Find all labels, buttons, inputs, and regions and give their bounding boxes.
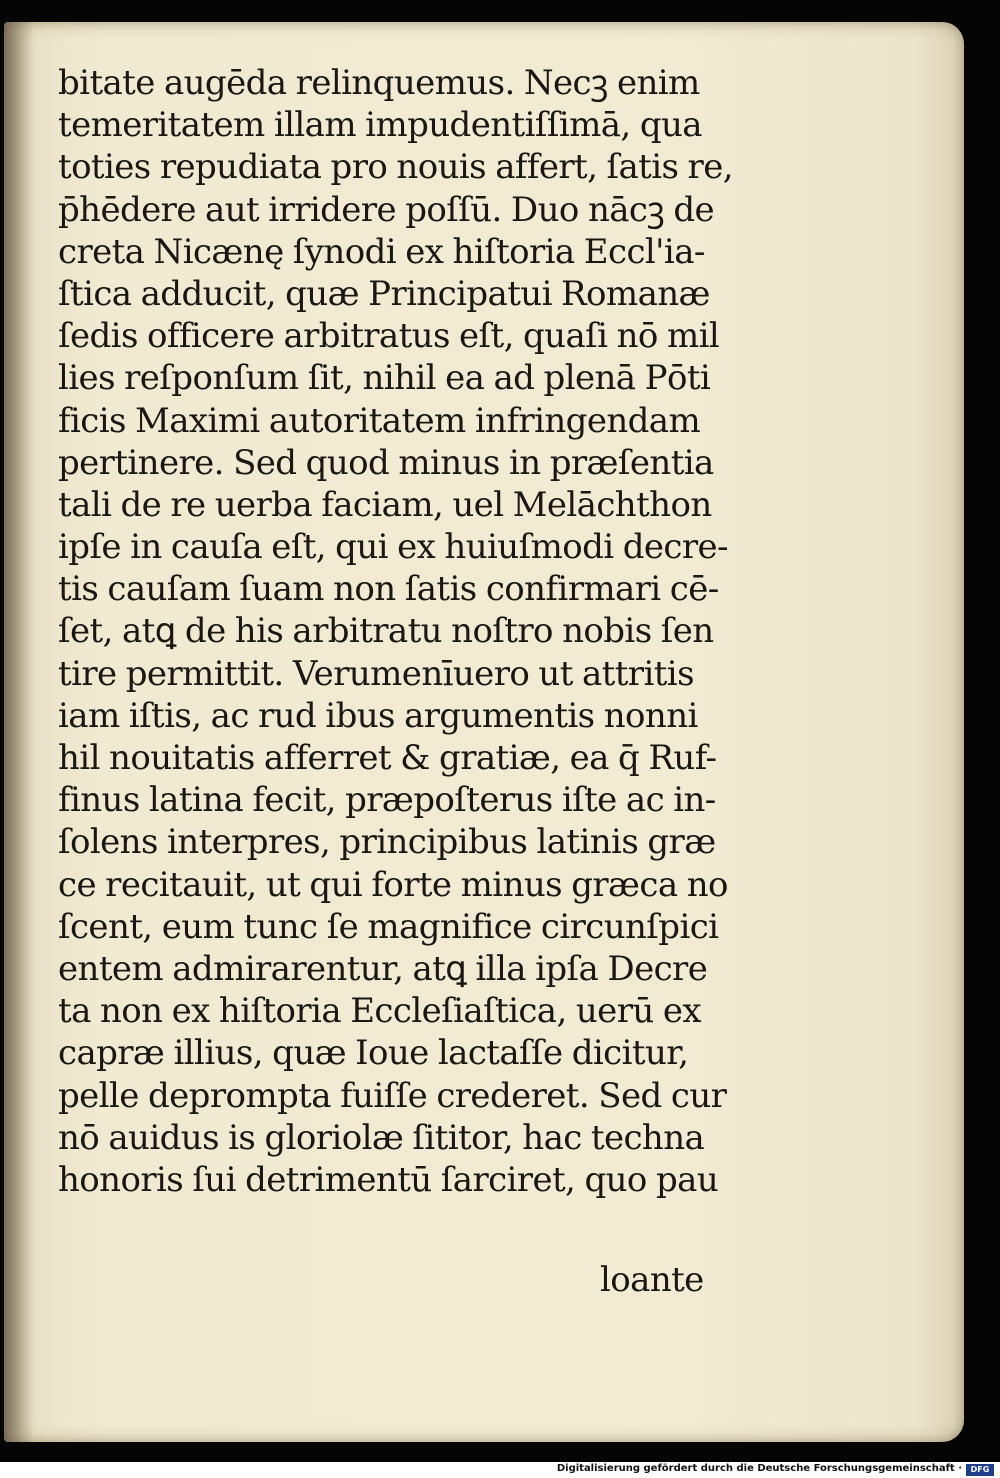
text-line: temeritatem illam impudentiſſimā, qua: [58, 105, 702, 146]
text-line: hil nouitatis afferret & gratiæ, ea q̄ Ruf-: [58, 738, 717, 778]
text-line: ſolens interpres, principibus latinis græ: [58, 822, 716, 863]
text-line: tali de re uerba faciam, uel Melāchthon: [58, 484, 712, 525]
text-line: ipſe in cauſa eſt, qui ex huiuſmodi decre-: [58, 527, 728, 568]
catchword: loante: [600, 1260, 704, 1300]
text-line: ſcent, eum tunc ſe magnifice circunſpici: [58, 906, 719, 947]
dfg-logo-icon[interactable]: DFG: [966, 1464, 994, 1476]
text-line: ſtica adducit, quæ Principatui Romanæ: [58, 273, 710, 314]
text-line: honoris ſui detrimentū ſarciret, quo pau: [58, 1159, 719, 1200]
text-line: tire permittit. Verumenīuero ut attritis: [58, 653, 694, 694]
text-line: ſedis officere arbitratus eſt, quaſi nō mil: [58, 316, 720, 357]
text-line: pertinere. Sed quod minus in præſentia: [58, 442, 714, 483]
text-line: creta Nicænę ſynodi ex hiſtoria Eccl'ia-: [58, 231, 705, 272]
text-line: iam iſtis, ac rud ibus argumentis nonni: [58, 695, 698, 736]
text-line: p̄hēdere aut irridere poſſū. Duo nācꝫ de: [58, 189, 715, 230]
text-line: capræ illius, quæ Ioue lactaſſe dicitur,: [58, 1033, 689, 1074]
text-line: tis cauſam ſuam non ſatis confirmari cē-: [58, 569, 719, 610]
text-line: finus latina fecit, præpoſterus iſte ac in-: [58, 780, 716, 821]
text-line: ficis Maximi autoritatem infringendam: [58, 400, 701, 441]
text-line: bitate augēda relinquemus. Necꝫ enim: [58, 63, 700, 103]
text-block: [58, 62, 778, 1201]
text-line: ce recitauit, ut qui forte minus græca no: [58, 864, 728, 905]
text-line: ſet, atꝗ de his arbitratu noſtro nobis ſen: [58, 611, 714, 652]
text-line: lies reſponſum ſit, nihil ea ad plenā Pōti: [58, 358, 711, 399]
text-line: entem admirarentur, atꝗ illa ipſa Decre: [58, 948, 708, 989]
text-line: nō auidus is gloriolæ ſititor, hac techna: [58, 1117, 705, 1158]
footer-credit: Digitalisierung gefördert durch die Deutsche Forschungsgemeinschaft ·: [556, 1463, 962, 1474]
spine-shadow: [4, 22, 34, 1442]
text-line: pelle deprompta fuiſſe crederet. Sed cur: [58, 1075, 727, 1116]
text-line: toties repudiata pro nouis affert, ſatis re,: [58, 147, 733, 188]
text-line: ta non ex hiſtoria Eccleſiaſtica, uerū ex: [58, 991, 701, 1032]
